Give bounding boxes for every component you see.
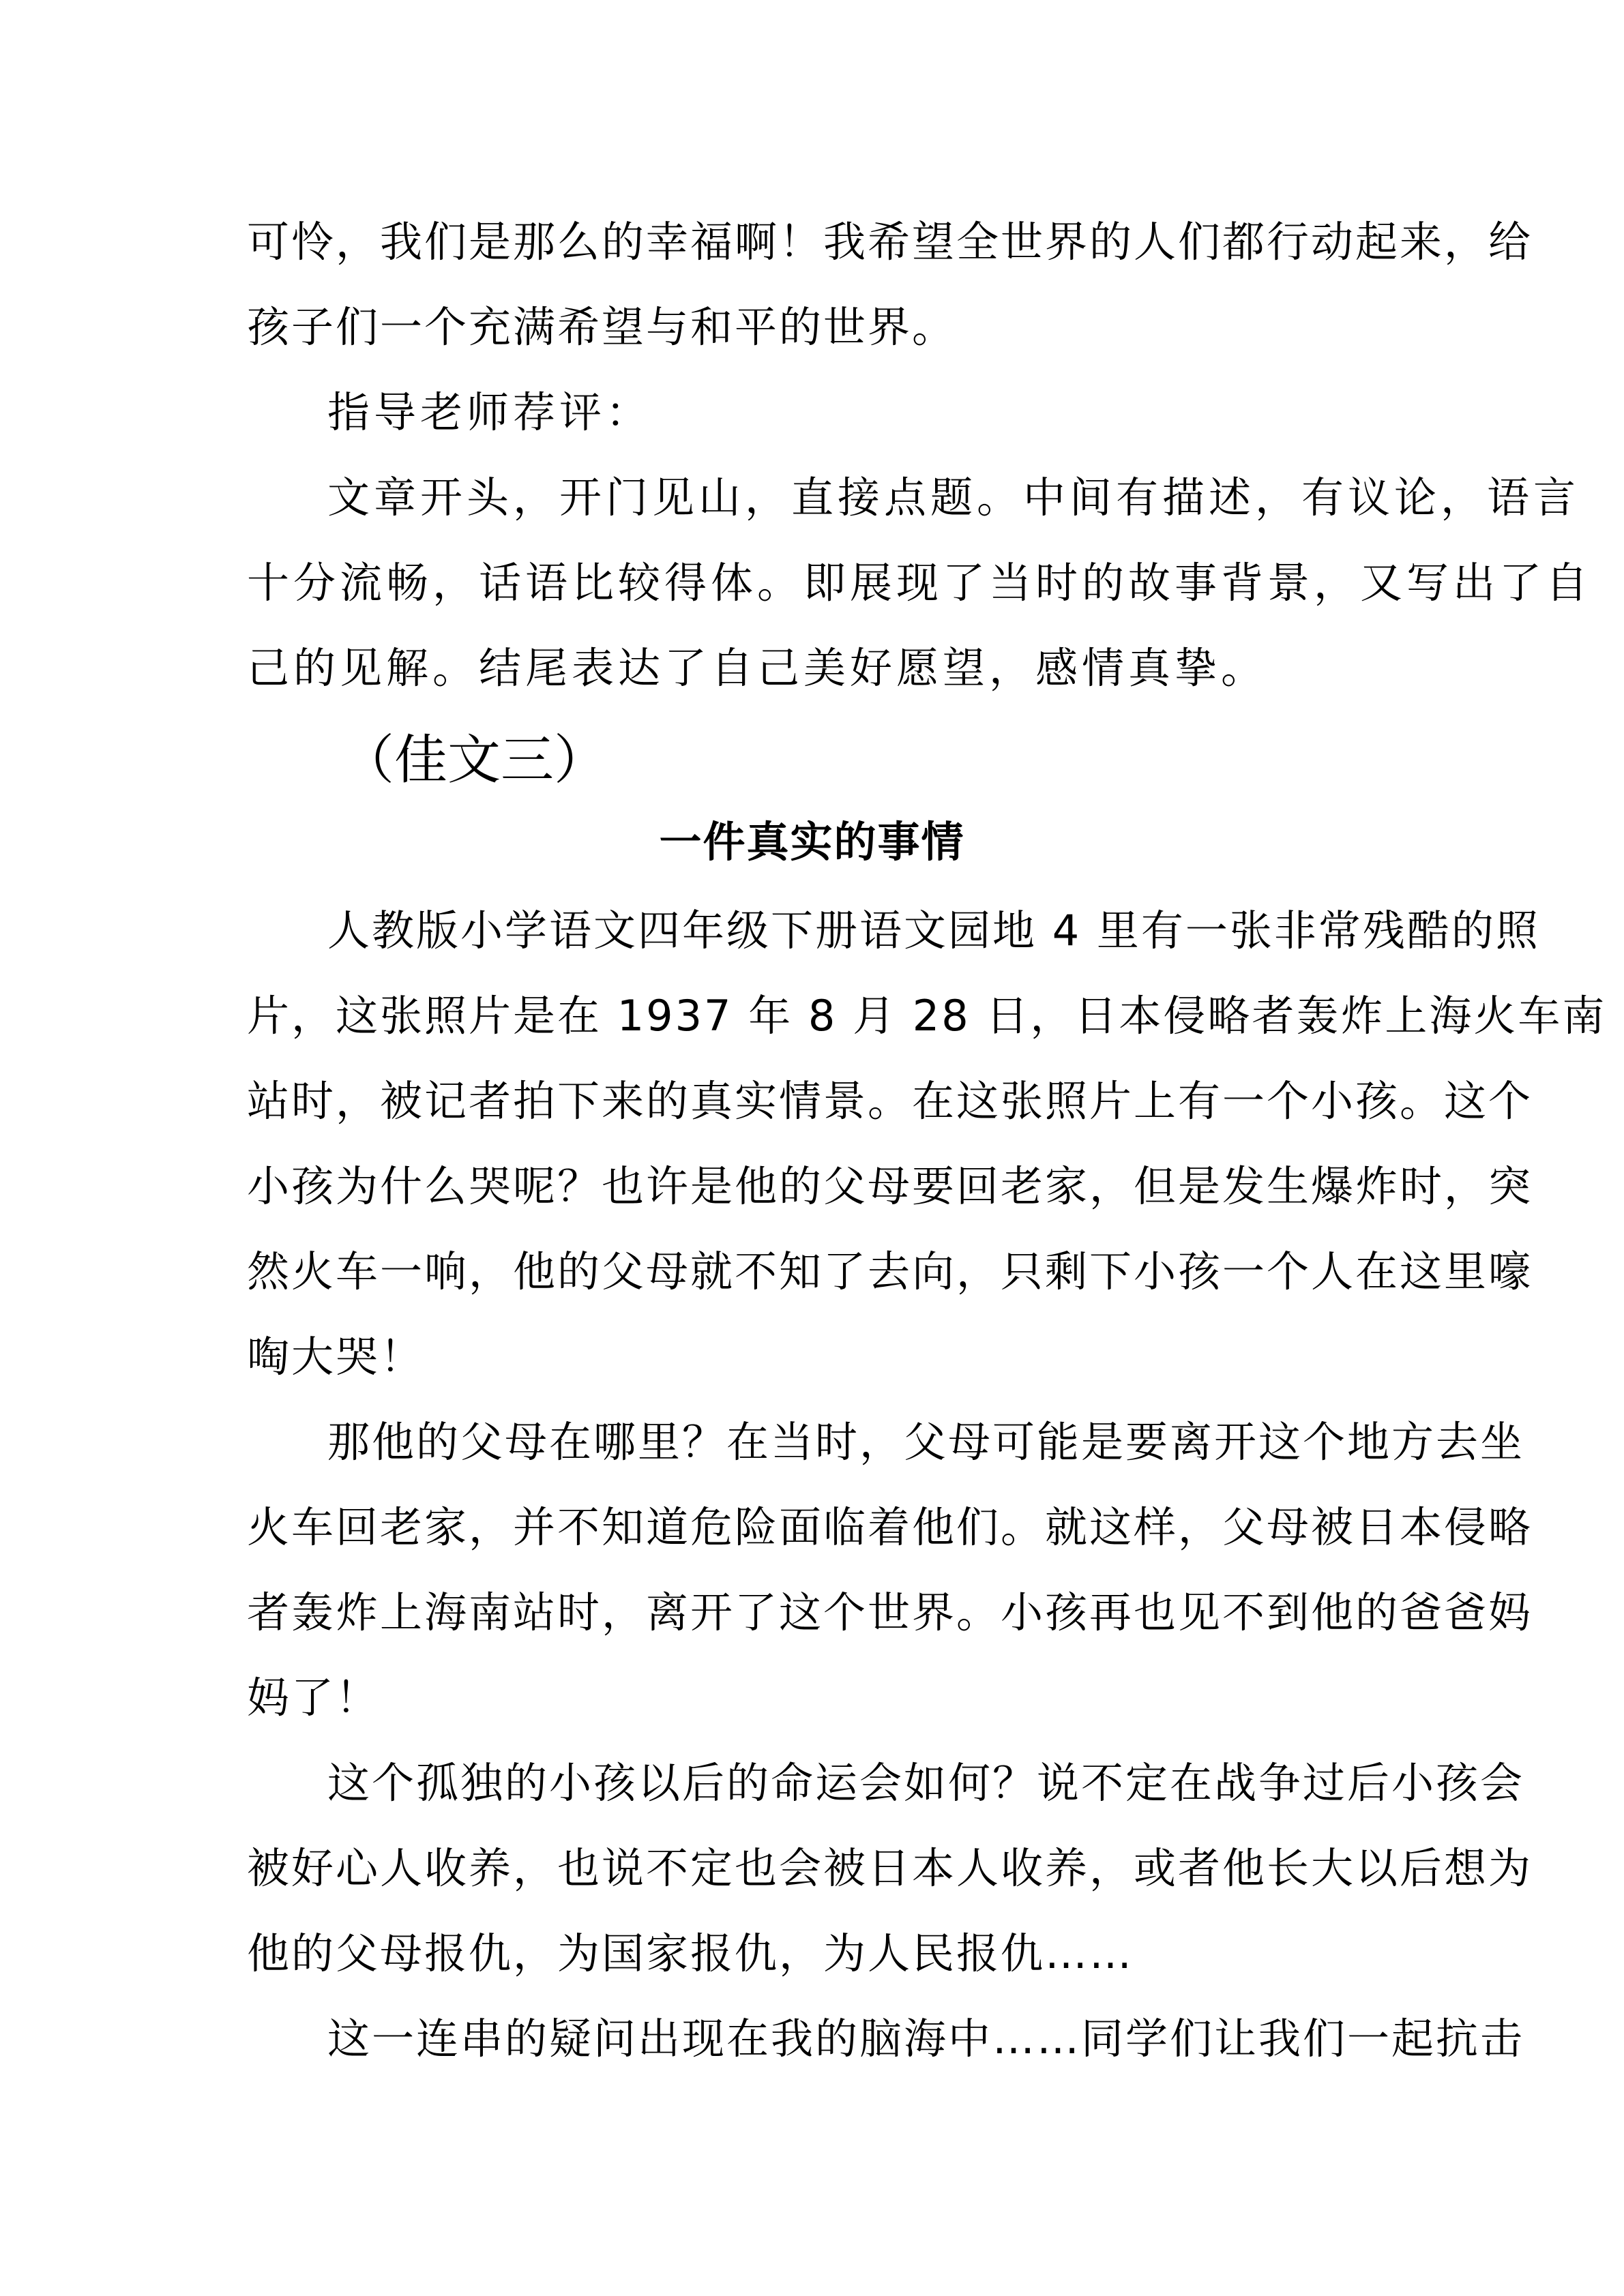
body-text-line: 站时，被记者拍下来的真实情景。在这张照片上有一个小孩。这个 — [247, 1076, 1533, 1126]
body-text-line: 那他的父母在哪里？在当时，父母可能是要离开这个地方去坐 — [327, 1417, 1525, 1467]
body-text-line: 者轰炸上海南站时，离开了这个世界。小孩再也见不到他的爸爸妈 — [247, 1587, 1533, 1637]
essay-title: 一件真实的事情 — [659, 817, 965, 867]
body-text-line: 妈了！ — [247, 1673, 381, 1723]
body-text-line: 片，这张照片是在 1937 年 8 月 28 日，日本侵略者轰炸上海火车南 — [247, 991, 1607, 1041]
body-text-line: 人教版小学语文四年级下册语文园地 4 里有一张非常残酷的照 — [327, 906, 1540, 955]
teacher-comment-line: 己的见解。结尾表达了自己美好愿望，感情真挚。 — [247, 643, 1268, 693]
teacher-comment-label: 指导老师荐评： — [327, 387, 653, 437]
body-text-line: 被好心人收养，也说不定也会被日本人收养，或者他长大以后想为 — [247, 1843, 1533, 1893]
essay-label: （佳文三） — [341, 730, 608, 791]
body-text-line: 啕大哭！ — [247, 1332, 425, 1382]
body-text-line: 可怜，我们是那么的幸福啊！我希望全世界的人们都行动起来，给 — [247, 217, 1533, 267]
body-text-line: 他的父母报仇，为国家报仇，为人民报仇…… — [247, 1928, 1134, 1978]
body-text-line: 这个孤独的小孩以后的命运会如何？说不定在战争过后小孩会 — [327, 1758, 1525, 1808]
teacher-comment-line: 文章开头，开门见山，直接点题。中间有描述，有议论，语言 — [327, 473, 1580, 522]
teacher-comment-line: 十分流畅，话语比较得体。即展现了当时的故事背景，又写出了自 — [247, 558, 1593, 608]
body-text-line: 孩子们一个充满希望与和平的世界。 — [247, 302, 957, 352]
body-text-line: 小孩为什么哭呢？也许是他的父母要回老家，但是发生爆炸时，突 — [247, 1161, 1533, 1211]
body-text-line: 然火车一响，他的父母就不知了去向，只剩下小孩一个人在这里嚎 — [247, 1247, 1533, 1296]
body-text-line: 这一连串的疑问出现在我的脑海中……同学们让我们一起抗击 — [327, 2014, 1525, 2063]
body-text-line: 火车回老家，并不知道危险面临着他们。就这样，父母被日本侵略 — [247, 1502, 1533, 1552]
